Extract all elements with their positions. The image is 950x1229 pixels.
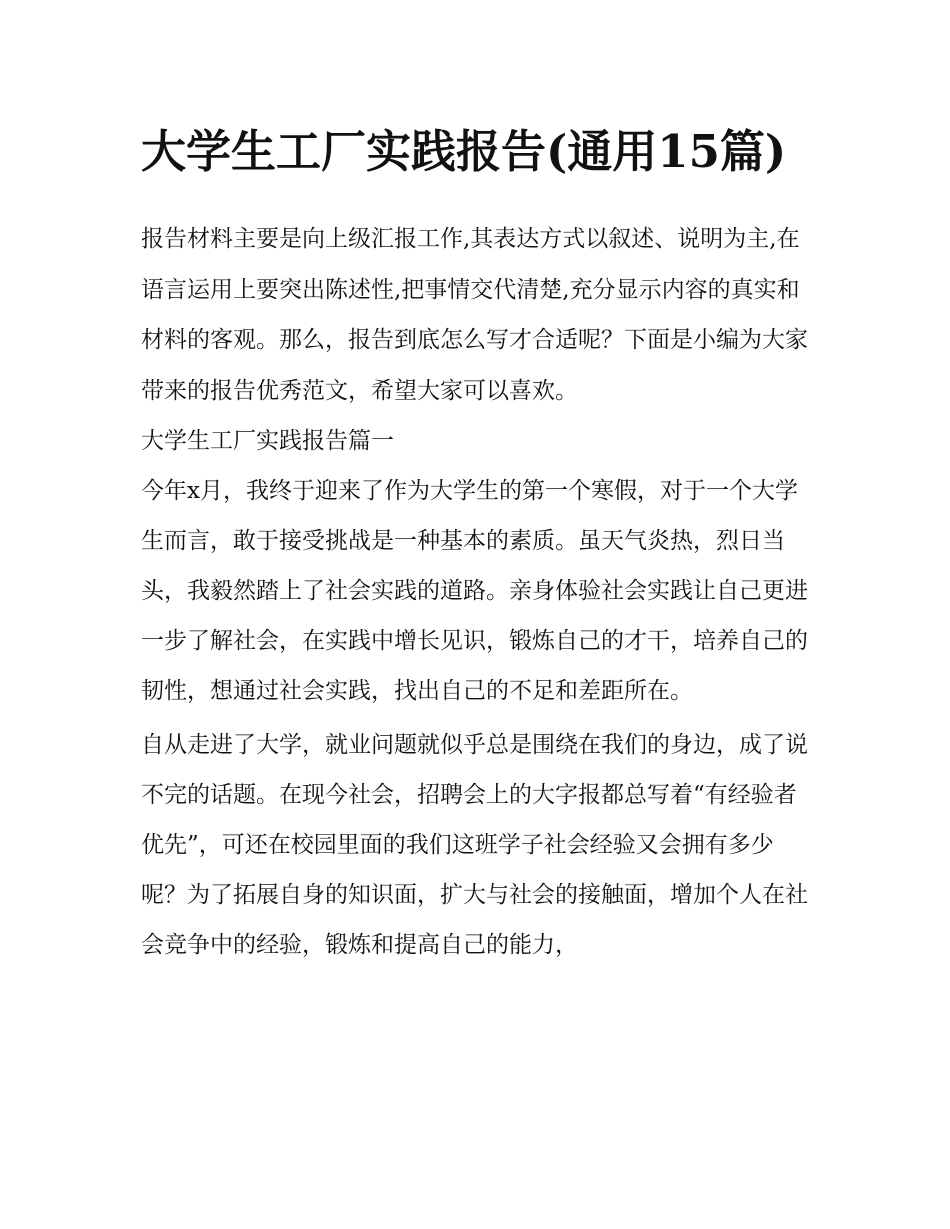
document-page — [141, 112, 813, 970]
document-title: 大学生工厂实践报告(通用15篇) — [141, 125, 787, 178]
body-paragraph-2: 自从走进了大学，就业问题就似乎总是围绕在我们的身边，成了说不完的话题。在现今社会，招聘会上的大字报都总写着“有经验者优先”，可还在校园里面的我们这班学子社会经验又会拥有多少呢？为了拓展自身的知识面，扩大与社会的接触面，增加个人在社会竞争中的经验，锻炼和提高自己的能力， — [141, 732, 808, 958]
body-paragraph-1: 今年x月，我终于迎来了作为大学生的第一个寒假，对于一个大学生而言，敢于接受挑战是一种基本的素质。虽天气炎热，烈日当头，我毅然踏上了社会实践的道路。亲身体验社会实践让自己更进一步了解社会，在实践中增长见识，锻炼自己的才干，培养自己的韧性，想通过社会实践，找出自己的不足和差距所在。 — [141, 478, 808, 704]
intro-paragraph: 报告材料主要是向上级汇报工作,其表达方式以叙述、说明为主,在语言运用上要突出陈述性,把事情交代清楚,充分显示内容的真实和材料的客观。那么，报告到底怎么写才合适呢？下面是小编为大家带来的报告优秀范文，希望大家可以喜欢。 — [141, 226, 808, 404]
section-heading: 大学生工厂实践报告篇一 — [141, 428, 394, 454]
